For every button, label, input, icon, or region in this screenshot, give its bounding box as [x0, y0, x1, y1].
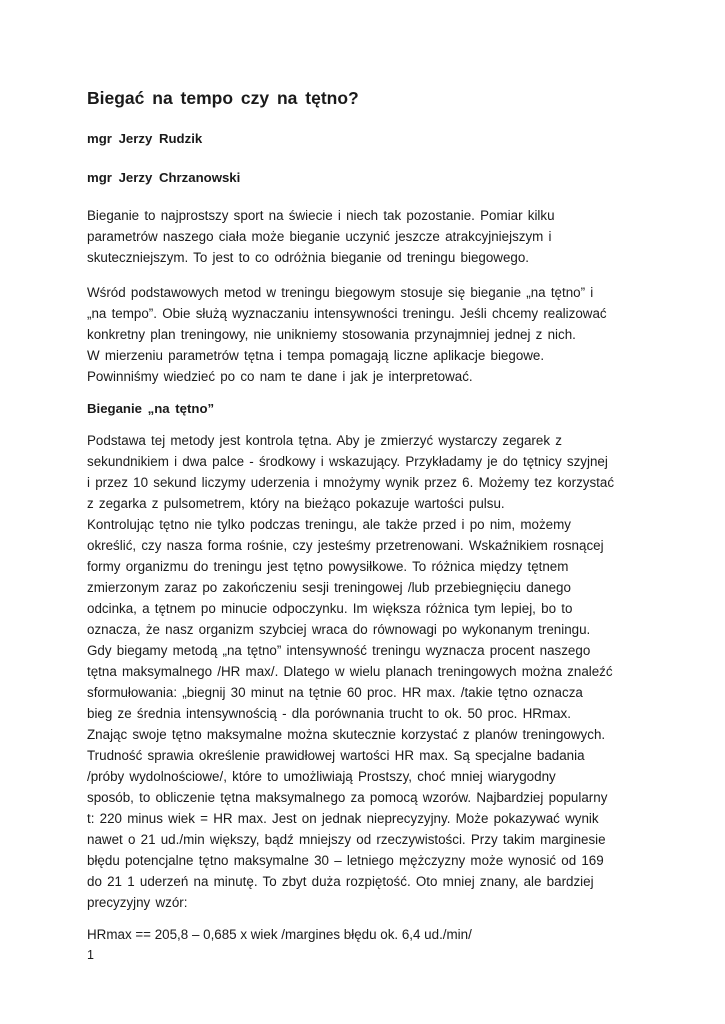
- section-line: formy organizmu do treningu jest tętno powysiłkowe. To różnica między tętnem: [87, 559, 569, 574]
- author-1: mgr Jerzy Rudzik: [87, 131, 203, 146]
- section-line: Znając swoje tętno maksymalne można skutecznie korzystać z planów treningowych.: [87, 727, 606, 742]
- section-line: odcinka, a tętnem po minucie odpoczynku. Im większa różnica tym lepiej, bo to: [87, 601, 573, 616]
- document-body: [87, 88, 647, 942]
- intro-line: Bieganie to najprostszy sport na świecie i niech tak pozostanie. Pomiar kilku: [87, 208, 555, 223]
- section-line: /próby wydolnościowe/, które to umożliwiają Prostszy, choć mniej wiarygodny: [87, 769, 556, 784]
- section-line: sformułowania: „biegnij 30 minut na tętnie 60 proc. HR max. /takie tętno oznacza: [87, 685, 583, 700]
- author-2: mgr Jerzy Chrzanowski: [87, 170, 241, 185]
- section-line: zmierzonym zaraz po zakończeniu sesji treningowej /lub przebiegnięciu danego: [87, 580, 571, 595]
- section-line: określić, czy nasza forma rośnie, czy jesteśmy przetrenowani. Wskaźnikiem rosnącej: [87, 538, 604, 553]
- section-line: sekundnikiem i dwa palce - środkowy i wskazujący. Przykładamy je do tętnicy szyjnej: [87, 454, 608, 469]
- section-line: tętna maksymalnego /HR max/. Dlatego w wielu planach treningowych można znaleźć: [87, 664, 613, 679]
- section-line: Kontrolując tętno nie tylko podczas treningu, ale także przed i po nim, możemy: [87, 517, 571, 532]
- section-line: t: 220 minus wiek = HR max. Jest on jednak nieprecyzyjny. Może pokazywać wynik: [87, 811, 599, 826]
- hrmax-formula: HRmax == 205,8 – 0,685 x wiek /margines błędu ok. 6,4 ud./min/: [87, 927, 472, 942]
- intro-line: skuteczniejszym. To jest to co odróżnia bieganie od treningu biegowego.: [87, 250, 530, 265]
- section-line: Podstawa tej metody jest kontrola tętna. Aby je zmierzyć wystarczy zegarek z: [87, 433, 562, 448]
- methods-line: „na tempo”. Obie służą wyznaczaniu intensywności treningu. Jeśli chcemy realizować: [87, 306, 607, 321]
- section-line: błędu potencjalne tętno maksymalne 30 – letniego mężczyzny może wynosić od 169: [87, 853, 604, 868]
- section-line: sposób, to obliczenie tętna maksymalnego za pomocą wzorów. Najbardziej popularny: [87, 790, 608, 805]
- section-line: oznacza, że nasz organizm szybciej wraca do równowagi po wykonanym treningu.: [87, 622, 591, 637]
- methods-line: konkretny plan treningowy, nie unikniemy stosowania przynajmniej jednej z nich.: [87, 327, 576, 342]
- intro-paragraph: [87, 205, 647, 268]
- methods-paragraph: [87, 282, 647, 387]
- page-number: 1: [87, 948, 94, 962]
- section-line: Trudność sprawia określenie prawidłowej wartości HR max. Są specjalne badania: [87, 748, 585, 763]
- section-line: bieg ze średnia intensywnością - dla porównania trucht to ok. 50 proc. HRmax.: [87, 706, 571, 721]
- section-line: precyzyjny wzór:: [87, 895, 188, 910]
- methods-line: Powinniśmy wiedzieć po co nam te dane i jak je interpretować.: [87, 369, 473, 384]
- methods-line: W mierzeniu parametrów tętna i tempa pomagają liczne aplikacje biegowe.: [87, 348, 545, 363]
- section-line: nawet o 21 ud./min większy, bądź mniejszy od rzeczywistości. Przy takim marginesie: [87, 832, 606, 847]
- section-paragraph: [87, 430, 647, 913]
- section-heading: Bieganie „na tętno”: [87, 401, 215, 416]
- section-line: do 21 1 uderzeń na minutę. To zbyt duża rozpiętość. Oto mniej znany, ale bardziej: [87, 874, 594, 889]
- intro-line: parametrów naszego ciała może bieganie uczynić jeszcze atrakcyjniejszym i: [87, 229, 552, 244]
- section-line: i przez 10 sekund liczymy uderzenia i mnożymy wynik przez 6. Możemy tez korzystać: [87, 475, 615, 490]
- methods-line: Wśród podstawowych metod w treningu biegowym stosuje się bieganie „na tętno” i: [87, 285, 594, 300]
- document-title: Biegać na tempo czy na tętno?: [87, 88, 359, 108]
- section-line: Gdy biegamy metodą „na tętno” intensywność treningu wyznacza procent naszego: [87, 643, 591, 658]
- section-line: z zegarka z pulsometrem, który na bieżąco pokazuje wartości pulsu.: [87, 496, 505, 511]
